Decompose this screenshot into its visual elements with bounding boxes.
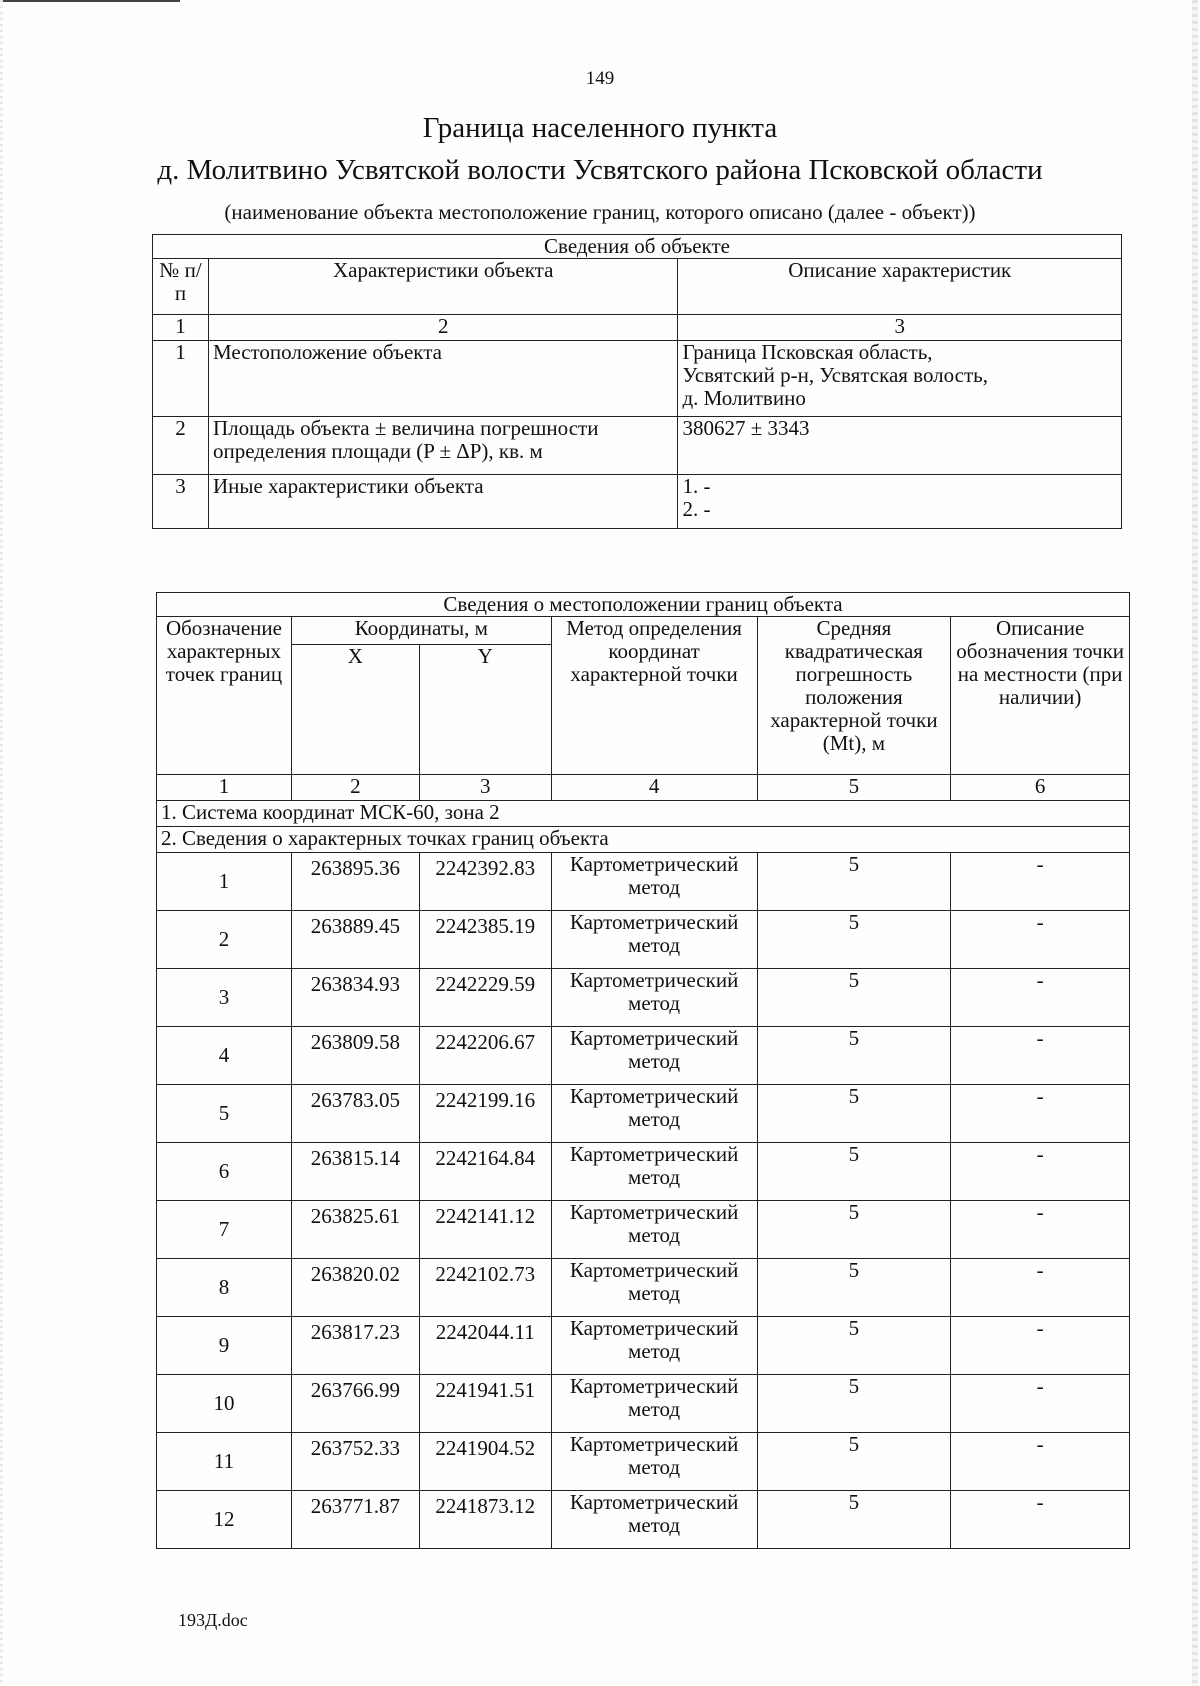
row-name: Площадь объекта ± величина погрешности определения площади (P ± ΔP), кв. м bbox=[208, 417, 678, 475]
desc-line: 380627 ± 3343 bbox=[682, 416, 810, 440]
desc-line: д. Молитвино bbox=[682, 386, 806, 410]
point-x: 263834.93 bbox=[291, 969, 419, 1027]
table2-caption: Сведения о местоположении границ объекта bbox=[157, 593, 1130, 617]
desc-line: Граница Псковская область, bbox=[682, 340, 933, 364]
table-row bbox=[157, 1085, 1130, 1143]
point-x: 263820.02 bbox=[291, 1259, 419, 1317]
point-accuracy: 5 bbox=[757, 1433, 951, 1491]
point-accuracy: 5 bbox=[757, 1143, 951, 1201]
header-y: Y bbox=[419, 645, 551, 775]
point-x: 263889.45 bbox=[291, 911, 419, 969]
table1-caption: Сведения об объекте bbox=[153, 235, 1122, 259]
point-accuracy: 5 bbox=[757, 1027, 951, 1085]
object-info-table bbox=[152, 234, 1122, 529]
table-row bbox=[157, 1317, 1130, 1375]
point-description: - bbox=[951, 1259, 1130, 1317]
point-number: 2 bbox=[157, 911, 292, 969]
point-accuracy: 5 bbox=[757, 969, 951, 1027]
point-description: - bbox=[951, 1433, 1130, 1491]
header-coords: Координаты, м bbox=[291, 617, 551, 645]
point-y: 2242164.84 bbox=[419, 1143, 551, 1201]
point-method: Картометрический метод bbox=[551, 1143, 757, 1201]
point-number: 11 bbox=[157, 1433, 292, 1491]
boundary-points-table bbox=[156, 592, 1130, 1549]
point-x: 263825.61 bbox=[291, 1201, 419, 1259]
row-name: Местоположение объекта bbox=[208, 341, 678, 417]
table2-colnum: 2 bbox=[291, 775, 419, 801]
row-desc bbox=[678, 475, 1122, 529]
row-desc bbox=[678, 417, 1122, 475]
table1-colnum: 1 bbox=[153, 315, 209, 341]
table1-header-num: № п/п bbox=[153, 259, 209, 315]
point-description: - bbox=[951, 1375, 1130, 1433]
point-method: Картометрический метод bbox=[551, 1085, 757, 1143]
header-accuracy: Средняя квадратическая погрешность положения характерной точки (Mt), м bbox=[757, 617, 951, 775]
header-description: Описание обозначения точки на местности (при наличии) bbox=[951, 617, 1130, 775]
table1-row bbox=[153, 475, 1122, 529]
point-description: - bbox=[951, 1027, 1130, 1085]
point-x: 263815.14 bbox=[291, 1143, 419, 1201]
point-x: 263783.05 bbox=[291, 1085, 419, 1143]
point-number: 8 bbox=[157, 1259, 292, 1317]
point-y: 2241873.12 bbox=[419, 1491, 551, 1549]
table-row bbox=[157, 969, 1130, 1027]
row-number: 1 bbox=[153, 341, 209, 417]
point-description: - bbox=[951, 911, 1130, 969]
point-accuracy: 5 bbox=[757, 1491, 951, 1549]
point-accuracy: 5 bbox=[757, 1085, 951, 1143]
table-row bbox=[157, 1433, 1130, 1491]
point-x: 263809.58 bbox=[291, 1027, 419, 1085]
point-x: 263895.36 bbox=[291, 853, 419, 911]
point-method: Картометрический метод bbox=[551, 969, 757, 1027]
header-method: Метод определения координат характерной точки bbox=[551, 617, 757, 775]
point-accuracy: 5 bbox=[757, 911, 951, 969]
point-method: Картометрический метод bbox=[551, 1375, 757, 1433]
scan-top-line bbox=[0, 0, 180, 2]
point-x: 263752.33 bbox=[291, 1433, 419, 1491]
table2-colnum: 5 bbox=[757, 775, 951, 801]
table1-colnum: 2 bbox=[208, 315, 678, 341]
point-method: Картометрический метод bbox=[551, 1201, 757, 1259]
header-x: X bbox=[291, 645, 419, 775]
point-accuracy: 5 bbox=[757, 853, 951, 911]
point-y: 2241904.52 bbox=[419, 1433, 551, 1491]
row-desc bbox=[678, 341, 1122, 417]
point-x: 263766.99 bbox=[291, 1375, 419, 1433]
title-line-2: д. Молитвино Усвятской волости Усвятского района Псковской области bbox=[157, 154, 1043, 186]
table2-colnum: 6 bbox=[951, 775, 1130, 801]
table2-colnum: 4 bbox=[551, 775, 757, 801]
table-row bbox=[157, 1375, 1130, 1433]
points-body bbox=[157, 853, 1130, 1549]
title-line-1: Граница населенного пункта bbox=[422, 112, 778, 144]
desc-line: 2. - bbox=[682, 497, 711, 521]
row-name: Иные характеристики объекта bbox=[208, 475, 678, 529]
table1-colnum: 3 bbox=[678, 315, 1122, 341]
point-y: 2242199.16 bbox=[419, 1085, 551, 1143]
table-row bbox=[157, 853, 1130, 911]
point-method: Картометрический метод bbox=[551, 911, 757, 969]
table1-row bbox=[153, 341, 1122, 417]
subtitle: (наименование объекта местоположение границ, которого описано (далее - объект)) bbox=[224, 200, 976, 224]
table-row bbox=[157, 1491, 1130, 1549]
point-method: Картометрический метод bbox=[551, 1027, 757, 1085]
row-number: 3 bbox=[153, 475, 209, 529]
point-number: 1 bbox=[157, 853, 292, 911]
point-number: 6 bbox=[157, 1143, 292, 1201]
point-y: 2242141.12 bbox=[419, 1201, 551, 1259]
point-y: 2241941.51 bbox=[419, 1375, 551, 1433]
point-accuracy: 5 bbox=[757, 1317, 951, 1375]
table1-header-desc: Описание характеристик bbox=[678, 259, 1122, 315]
point-y: 2242229.59 bbox=[419, 969, 551, 1027]
point-description: - bbox=[951, 969, 1130, 1027]
point-description: - bbox=[951, 1201, 1130, 1259]
point-description: - bbox=[951, 1491, 1130, 1549]
point-method: Картометрический метод bbox=[551, 1433, 757, 1491]
table1-row bbox=[153, 417, 1122, 475]
point-y: 2242102.73 bbox=[419, 1259, 551, 1317]
scan-right-edge bbox=[1192, 0, 1198, 1686]
point-y: 2242206.67 bbox=[419, 1027, 551, 1085]
point-description: - bbox=[951, 853, 1130, 911]
point-number: 7 bbox=[157, 1201, 292, 1259]
point-method: Картометрический метод bbox=[551, 1259, 757, 1317]
table-row bbox=[157, 1143, 1130, 1201]
table1-header-name: Характеристики объекта bbox=[208, 259, 678, 315]
table-row bbox=[157, 1259, 1130, 1317]
point-number: 9 bbox=[157, 1317, 292, 1375]
point-number: 10 bbox=[157, 1375, 292, 1433]
section-coordinate-system: 1. Система координат МСК-60, зона 2 bbox=[157, 801, 1130, 827]
point-method: Картометрический метод bbox=[551, 853, 757, 911]
point-number: 5 bbox=[157, 1085, 292, 1143]
point-y: 2242385.19 bbox=[419, 911, 551, 969]
table2-colnum: 3 bbox=[419, 775, 551, 801]
desc-line: Усвятский р-н, Усвятская волость, bbox=[682, 363, 989, 387]
point-y: 2242392.83 bbox=[419, 853, 551, 911]
point-accuracy: 5 bbox=[757, 1259, 951, 1317]
point-y: 2242044.11 bbox=[419, 1317, 551, 1375]
point-number: 12 bbox=[157, 1491, 292, 1549]
point-x: 263771.87 bbox=[291, 1491, 419, 1549]
desc-line: 1. - bbox=[682, 474, 711, 498]
header-point: Обозначение характерных точек границ bbox=[157, 617, 292, 775]
point-x: 263817.23 bbox=[291, 1317, 419, 1375]
footer-filename: 193Д.doc bbox=[178, 1610, 248, 1630]
point-description: - bbox=[951, 1317, 1130, 1375]
point-number: 3 bbox=[157, 969, 292, 1027]
table2-colnum: 1 bbox=[157, 775, 292, 801]
point-method: Картометрический метод bbox=[551, 1491, 757, 1549]
point-number: 4 bbox=[157, 1027, 292, 1085]
table-row bbox=[157, 1027, 1130, 1085]
table-row bbox=[157, 911, 1130, 969]
scan-left-edge bbox=[0, 0, 3, 1686]
page-number: 149 bbox=[585, 68, 615, 89]
table-row bbox=[157, 1201, 1130, 1259]
point-description: - bbox=[951, 1085, 1130, 1143]
point-description: - bbox=[951, 1143, 1130, 1201]
section-points: 2. Сведения о характерных точках границ объекта bbox=[157, 827, 1130, 853]
point-accuracy: 5 bbox=[757, 1375, 951, 1433]
row-number: 2 bbox=[153, 417, 209, 475]
point-accuracy: 5 bbox=[757, 1201, 951, 1259]
point-method: Картометрический метод bbox=[551, 1317, 757, 1375]
